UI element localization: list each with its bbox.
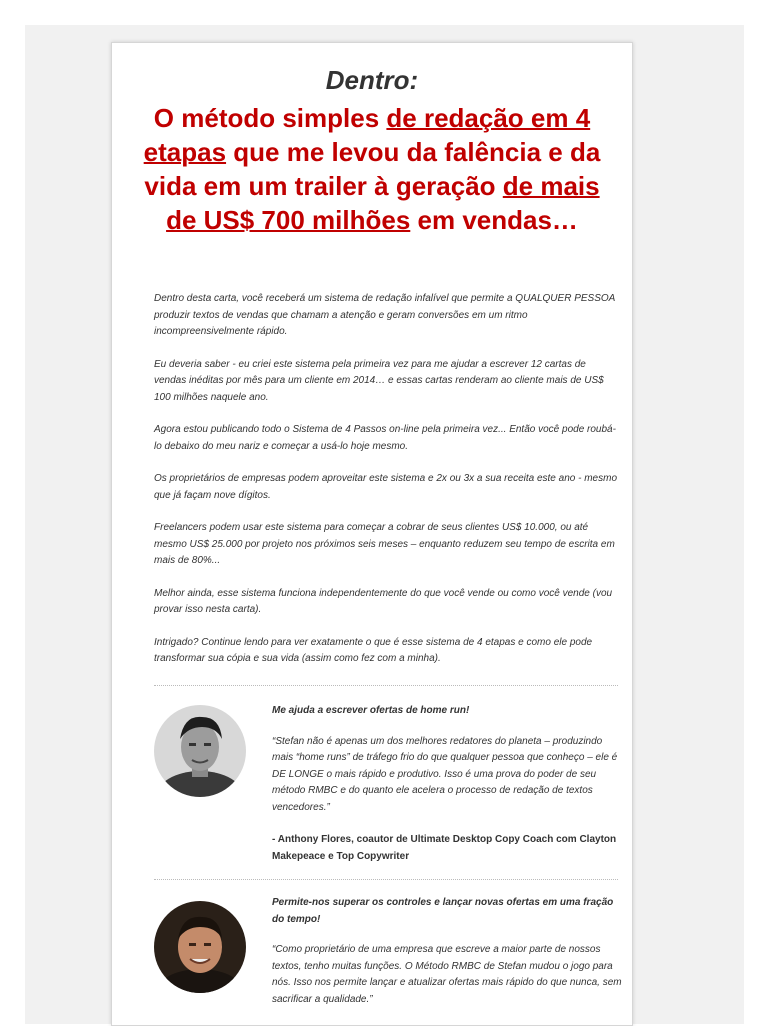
headline-part-3: em vendas… <box>410 205 578 235</box>
testimonial-avatar-1 <box>154 705 246 797</box>
body-paragraph: Melhor ainda, esse sistema funciona independentemente do que você vende ou como você vende (vou provar isso nesta carta). <box>154 587 613 615</box>
person-photo-icon <box>154 705 246 797</box>
headline-part-2: que me levou da falência e da vida em um trailer à geração <box>144 137 601 201</box>
body-paragraph: Intrigado? Continue lendo para ver exatamente o que é esse sistema de 4 etapas e como ele pode transformar sua cópia e sua vida (assim como fez com a minha). <box>154 636 593 664</box>
testimonial-2 <box>272 895 622 1024</box>
document-page <box>111 42 633 1026</box>
testimonial-title: Permite-nos superar os controles e lançar novas ofertas em uma fração do tempo! <box>272 897 614 925</box>
testimonial-author: - Anthony Flores, coautor de Ultimate Desktop Copy Coach com Clayton Makepeace e Top Copywriter <box>272 834 617 862</box>
testimonial-avatar-2 <box>154 901 246 993</box>
person-photo-icon <box>154 901 246 993</box>
testimonial-title: Me ajuda a escrever ofertas de home run! <box>272 705 470 716</box>
testimonial-quote: “Como proprietário de uma empresa que escreve a maior parte de nossos textos, tenho muitas funções. O Método RMBC de Stefan mudou o jogo para nós. Isso nos permite lançar e atualizar ofertas mais rápido do que nunca, sem sacrificar a qualidade.” <box>272 944 622 1005</box>
headline <box>142 101 602 237</box>
body-paragraph: Os proprietários de empresas podem aproveitar este sistema e 2x ou 3x a sua receita este ano - mesmo que já façam nove dígitos. <box>154 473 618 501</box>
headline-underlined-2: de mais de US$ 700 milhões <box>166 171 600 235</box>
headline-underlined-1: de redação em 4 etapas <box>143 103 591 167</box>
body-paragraph: Freelancers podem usar este sistema para começar a cobrar de seus clientes US$ 10.000, ou até mesmo US$ 25.000 por projeto nos próximos seis meses – enquanto reduzem seu tempo de escrita em mais de 80%... <box>154 522 615 566</box>
body-paragraph: Dentro desta carta, você receberá um sistema de redação infalível que permite a QUALQUER PESSOA produzir textos de vendas que chamam a atenção e geram conversões em um ritmo incompreensivelmente rápido. <box>154 293 615 337</box>
body-paragraph: Eu deveria saber - eu criei este sistema pela primeira vez para me ajudar a escrever 12 cartas de vendas inéditas por mês para um cliente em 2014… e essas cartas renderam ao cliente mais de US$ 100 milhões naquele ano. <box>154 358 604 403</box>
section-divider <box>154 879 618 880</box>
body-paragraph: Agora estou publicando todo o Sistema de 4 Passos on-line pela primeira vez... Então você pode roubá-lo debaixo do meu nariz e começar a usá-lo hoje mesmo. <box>154 424 616 452</box>
section-divider <box>154 685 618 686</box>
testimonial-1 <box>272 703 622 865</box>
testimonial-quote: “Stefan não é apenas um dos melhores redatores do planeta – produzindo mais “home runs” de tráfego frio do que qualquer pessoa que conheço – ele é DE LONGE o mais rápido e produtivo. Isso é uma prova do poder de seu método RMBC e do quanto ele acelera o processo de redação de textos vencedores.” <box>272 735 618 813</box>
kicker-title: Dentro: <box>325 65 419 95</box>
headline-part-1: O método simples <box>153 103 387 133</box>
sales-letter-body <box>154 291 618 684</box>
